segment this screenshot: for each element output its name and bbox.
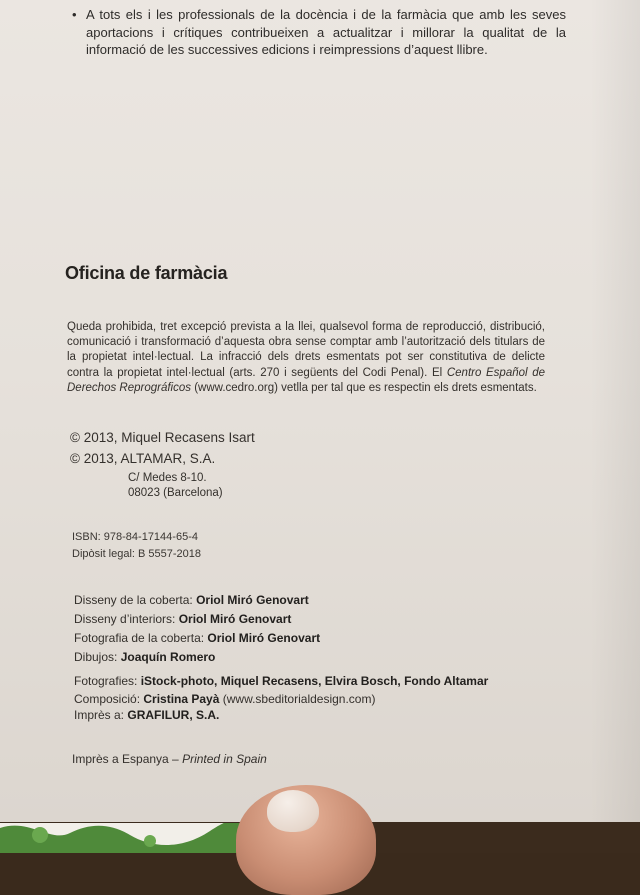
credit-label: Fotografia de la coberta: (74, 631, 208, 645)
publisher-street: C/ Medes 8-10. (128, 472, 207, 484)
credit-label: Imprès a: (74, 708, 128, 722)
printed-in (72, 752, 267, 766)
credit-label: Disseny d’interiors: (74, 612, 179, 626)
credit-label: Fotografies: (74, 674, 141, 688)
credit-label: Composició: (74, 692, 144, 706)
credit-line (74, 593, 309, 607)
credit-value: iStock-photo, Miquel Recasens, Elvira Bosch, Fondo Altamar (140, 674, 489, 688)
legal-notice (67, 320, 545, 396)
credit-line (74, 708, 219, 722)
credit-value: Cristina Payà (143, 692, 220, 706)
printed-italic: Printed in Spain (182, 752, 267, 766)
credit-label: Dibujos: (74, 650, 121, 664)
credit-line (74, 650, 215, 664)
copyright-publisher: © 2013, ALTAMAR, S.A. (70, 451, 216, 466)
patterned-surface-decoration (0, 823, 250, 853)
copyright-author: © 2013, Miquel Recasens Isart (70, 430, 255, 445)
legal-deposit: Dipòsit legal: B 5557-2018 (72, 548, 202, 560)
printed-text: Imprès a Espanya (72, 752, 169, 766)
legal-italic-org: Centro Español de Derechos Reprográficos (67, 366, 545, 394)
page-title: Oficina de farmàcia (65, 263, 228, 283)
printed-dash: – (168, 752, 183, 766)
credit-line (74, 674, 488, 688)
publisher-city: 08023 (Barcelona) (128, 487, 223, 499)
fingernail (267, 790, 319, 832)
bullet-icon: • (72, 7, 77, 22)
credit-extra: (www.sbeditorialdesign.com) (219, 692, 376, 706)
credit-line (74, 692, 375, 706)
credit-value: Oriol Miró Genovart (178, 612, 292, 626)
credit-label: Disseny de la coberta: (74, 593, 197, 607)
credit-value: GRAFILUR, S.A. (127, 708, 220, 722)
acknowledgement-paragraph (72, 6, 566, 59)
credit-value: Oriol Miró Genovart (207, 631, 321, 645)
isbn: ISBN: 978-84-17144-65-4 (72, 531, 198, 543)
acknowledgement-text: A tots els i les professionals de la docència i de la farmàcia que amb les seves aportacions i crítiques contribueixen a actualitzar i millorar la qualitat de la informació de les successives edicions i reimpressions d’aquest llibre. (86, 7, 566, 57)
legal-text-2: (www.cedro.org) vetlla per tal que es respectin els drets esmentats. (191, 381, 537, 394)
credit-value: Oriol Miró Genovart (196, 593, 309, 607)
credit-value: Joaquín Romero (120, 650, 216, 664)
credit-line (74, 612, 291, 626)
legal-text-1: Queda prohibida, tret excepció prevista a la llei, qualsevol forma de reproducció, distribució, comunicació i transformació d’aquesta obra sense comptar amb l’autorització dels titulars de la propietat intel·lectual. La infracció dels drets esmentats pot ser constitutiva de delicte contra la propietat intel·lectual (arts. 270 i següents del Codi Penal). El (67, 321, 545, 379)
credit-line (74, 631, 320, 645)
